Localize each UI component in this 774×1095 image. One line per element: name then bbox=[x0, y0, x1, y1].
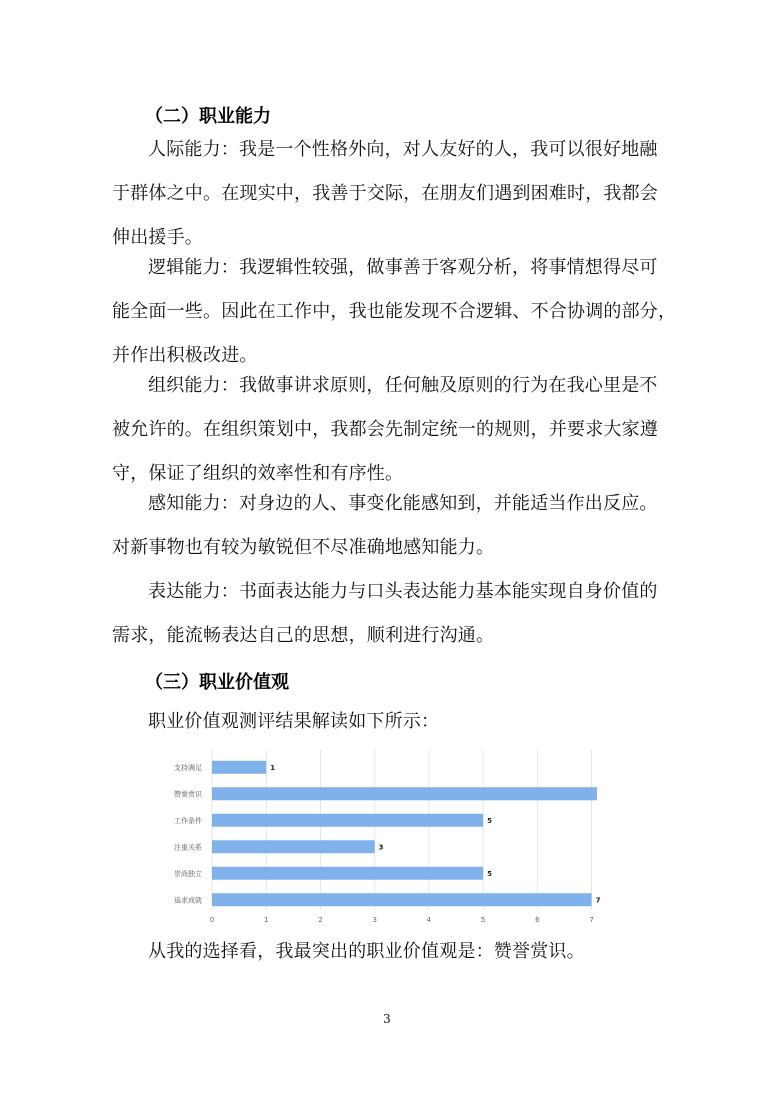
category-label: 崇尚独立 bbox=[174, 869, 202, 878]
paragraph-line: 表达能力：书面表达能力与口头表达能力基本能实现自身价值的 bbox=[148, 581, 658, 602]
bar bbox=[212, 787, 597, 800]
paragraph-line: 对新事物也有较为敏锐但不尽准确地感知能力。 bbox=[112, 537, 495, 558]
x-tick-label: 0 bbox=[209, 916, 215, 924]
paragraph-line: 被允许的。在组织策划中，我都会先制定统一的规则，并要求大家遵 bbox=[112, 419, 658, 440]
section-heading-values: （三）职业价值观 bbox=[145, 672, 289, 693]
x-tick-label: 5 bbox=[480, 916, 486, 924]
x-tick-label: 4 bbox=[426, 916, 432, 924]
paragraph-line: 逻辑能力：我逻辑性较强，做事善于客观分析，将事情想得尽可 bbox=[148, 257, 658, 278]
paragraph-line: 需求，能流畅表达自己的思想，顺利进行沟通。 bbox=[112, 625, 495, 646]
data-label: 3 bbox=[378, 843, 384, 852]
paragraph-line: 组织能力：我做事讲求原则，任何触及原则的行为在我心里是不 bbox=[148, 375, 658, 396]
x-tick-label: 3 bbox=[372, 916, 377, 924]
data-label: 5 bbox=[487, 869, 493, 878]
category-label: 工作条件 bbox=[174, 816, 202, 825]
bar bbox=[212, 893, 592, 906]
paragraph-line: 于群体之中。在现实中，我善于交际，在朋友们遇到困难时，我都会 bbox=[112, 183, 658, 204]
paragraph-line: 感知能力：对身边的人、事变化能感知到，并能适当作出反应。 bbox=[148, 493, 658, 514]
paragraph-line: 并作出积极改进。 bbox=[112, 345, 258, 366]
ability-paragraph bbox=[112, 482, 662, 570]
paragraph-line: 能全面一些。因此在工作中，我也能发现不合逻辑、不合协调的部分， bbox=[112, 301, 677, 322]
values-intro: 职业价值观测评结果解读如下所示： bbox=[148, 711, 440, 732]
x-tick-label: 6 bbox=[535, 916, 540, 924]
paragraph-line: 守，保证了组织的效率性和有序性。 bbox=[112, 463, 404, 484]
bar bbox=[212, 814, 483, 827]
x-tick-label: 7 bbox=[589, 916, 594, 924]
page-number: 3 bbox=[383, 1012, 391, 1026]
data-label: 1 bbox=[270, 763, 276, 772]
ability-paragraph bbox=[112, 364, 662, 496]
category-label: 注重关系 bbox=[174, 843, 202, 852]
section-heading-abilities: （二）职业能力 bbox=[145, 106, 271, 127]
category-label: 追求成就 bbox=[174, 896, 202, 905]
ability-paragraph bbox=[112, 570, 662, 658]
bar bbox=[212, 840, 375, 853]
category-label: 支持满足 bbox=[174, 763, 202, 772]
bar bbox=[212, 761, 266, 774]
values-bar-chart bbox=[165, 748, 610, 930]
paragraph-line: 人际能力：我是一个性格外向，对人友好的人，我可以很好地融 bbox=[148, 139, 658, 160]
x-tick-label: 2 bbox=[318, 916, 323, 924]
x-tick-label: 1 bbox=[263, 916, 269, 924]
conclusion-text: 从我的选择看，我最突出的职业价值观是：赞誉赏识。 bbox=[148, 941, 585, 962]
data-label: 5 bbox=[487, 816, 493, 825]
data-label: 7 bbox=[595, 896, 601, 905]
category-label: 赞誉赏识 bbox=[174, 790, 202, 799]
paragraph-line: 伸出援手。 bbox=[112, 227, 203, 248]
bar bbox=[212, 867, 483, 880]
ability-paragraph bbox=[112, 128, 662, 260]
ability-paragraph bbox=[112, 246, 677, 378]
